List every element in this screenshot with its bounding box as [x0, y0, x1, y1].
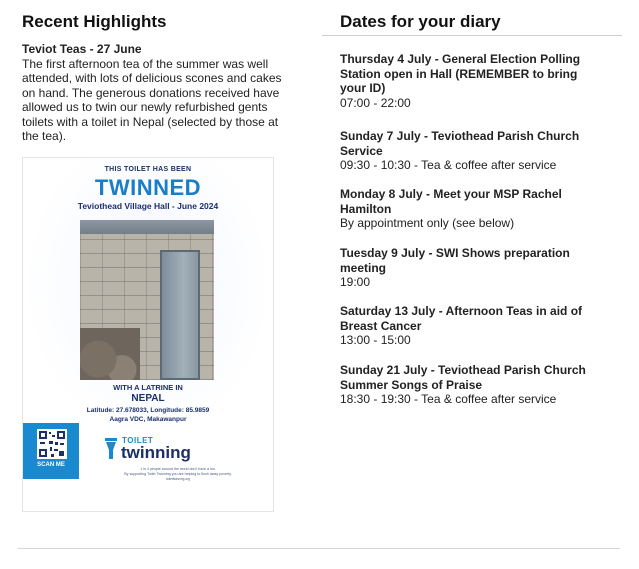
toilet-icon — [105, 438, 117, 460]
poster-location: Aagra VDC, Makawanpur — [109, 416, 187, 423]
poster-title: TWINNED — [94, 175, 202, 200]
event-title: Thursday 4 July - General Election Polling Station open in Hall (REMEMBER to bring your ID) — [340, 52, 581, 95]
event-detail: 13:00 - 15:00 — [340, 333, 411, 347]
poster-venue: Teviothead Village Hall - June 2024 — [77, 201, 219, 211]
latrine-rocks — [80, 328, 140, 380]
qr-code-icon — [37, 429, 67, 459]
event-detail: By appointment only (see below) — [340, 216, 515, 230]
diary-event — [340, 304, 600, 348]
qr-panel — [23, 423, 79, 479]
scan-me-label: SCAN ME — [37, 462, 65, 468]
event-title: Sunday 7 July - Teviothead Parish Church Service — [340, 129, 580, 158]
poster-fine-print: 1 in 4 people around the world don't have a loo. — [140, 467, 216, 471]
poster-kicker: THIS TOILET HAS BEEN — [104, 166, 192, 173]
article-body: The first afternoon tea of the summer was well attended, with lots of delicious scones and cakes on hand. The generous donations received have allowed us to twin our newly refurbished gents toilets with a toilet in Nepal (selected by those at the tea). — [22, 56, 282, 143]
event-title: Monday 8 July - Meet your MSP Rachel Hamilton — [340, 187, 562, 216]
event-detail: 19:00 — [340, 275, 371, 289]
poster-country: NEPAL — [131, 393, 165, 404]
event-title: Sunday 21 July - Teviothead Parish Church Summer Songs of Praise — [340, 363, 586, 392]
diary-event — [340, 246, 600, 290]
diary-divider — [322, 35, 622, 36]
poster-coordinates: Latitude: 27.678033, Longitude: 85.9859 — [86, 407, 210, 414]
article — [22, 42, 288, 144]
recent-highlights-heading: Recent Highlights — [22, 12, 167, 31]
event-detail: 07:00 - 22:00 — [340, 95, 411, 110]
poster-latrine-label: WITH A LATRINE IN — [113, 383, 183, 392]
diary-event — [340, 187, 600, 231]
latrine-roof — [80, 220, 214, 234]
brand-bottom: twinning — [121, 443, 191, 462]
diary-event — [340, 363, 600, 407]
twinning-certificate-image — [22, 157, 274, 512]
diary-event — [340, 129, 600, 173]
diary-event — [340, 52, 600, 110]
event-title: Tuesday 9 July - SWI Shows preparation meeting — [340, 246, 570, 275]
event-detail: 09:30 - 10:30 - Tea & coffee after service — [340, 158, 557, 172]
latrine-door — [160, 250, 200, 380]
toilet-twinning-logo — [105, 436, 225, 460]
bottom-divider — [18, 548, 620, 549]
event-title: Saturday 13 July - Afternoon Teas in aid of Breast Cancer — [340, 304, 583, 333]
article-title: Teviot Teas - 27 June — [22, 42, 142, 56]
latrine-photo — [80, 220, 214, 380]
event-detail: 18:30 - 19:30 - Tea & coffee after service — [340, 392, 557, 406]
diary-heading: Dates for your diary — [340, 12, 501, 31]
poster-fine-print: By supporting Toilet Twinning you are helping to flush away poverty. — [124, 472, 232, 476]
brand-top: TOILET — [122, 436, 154, 445]
poster-fine-print: toilettwinning.org — [166, 477, 190, 481]
